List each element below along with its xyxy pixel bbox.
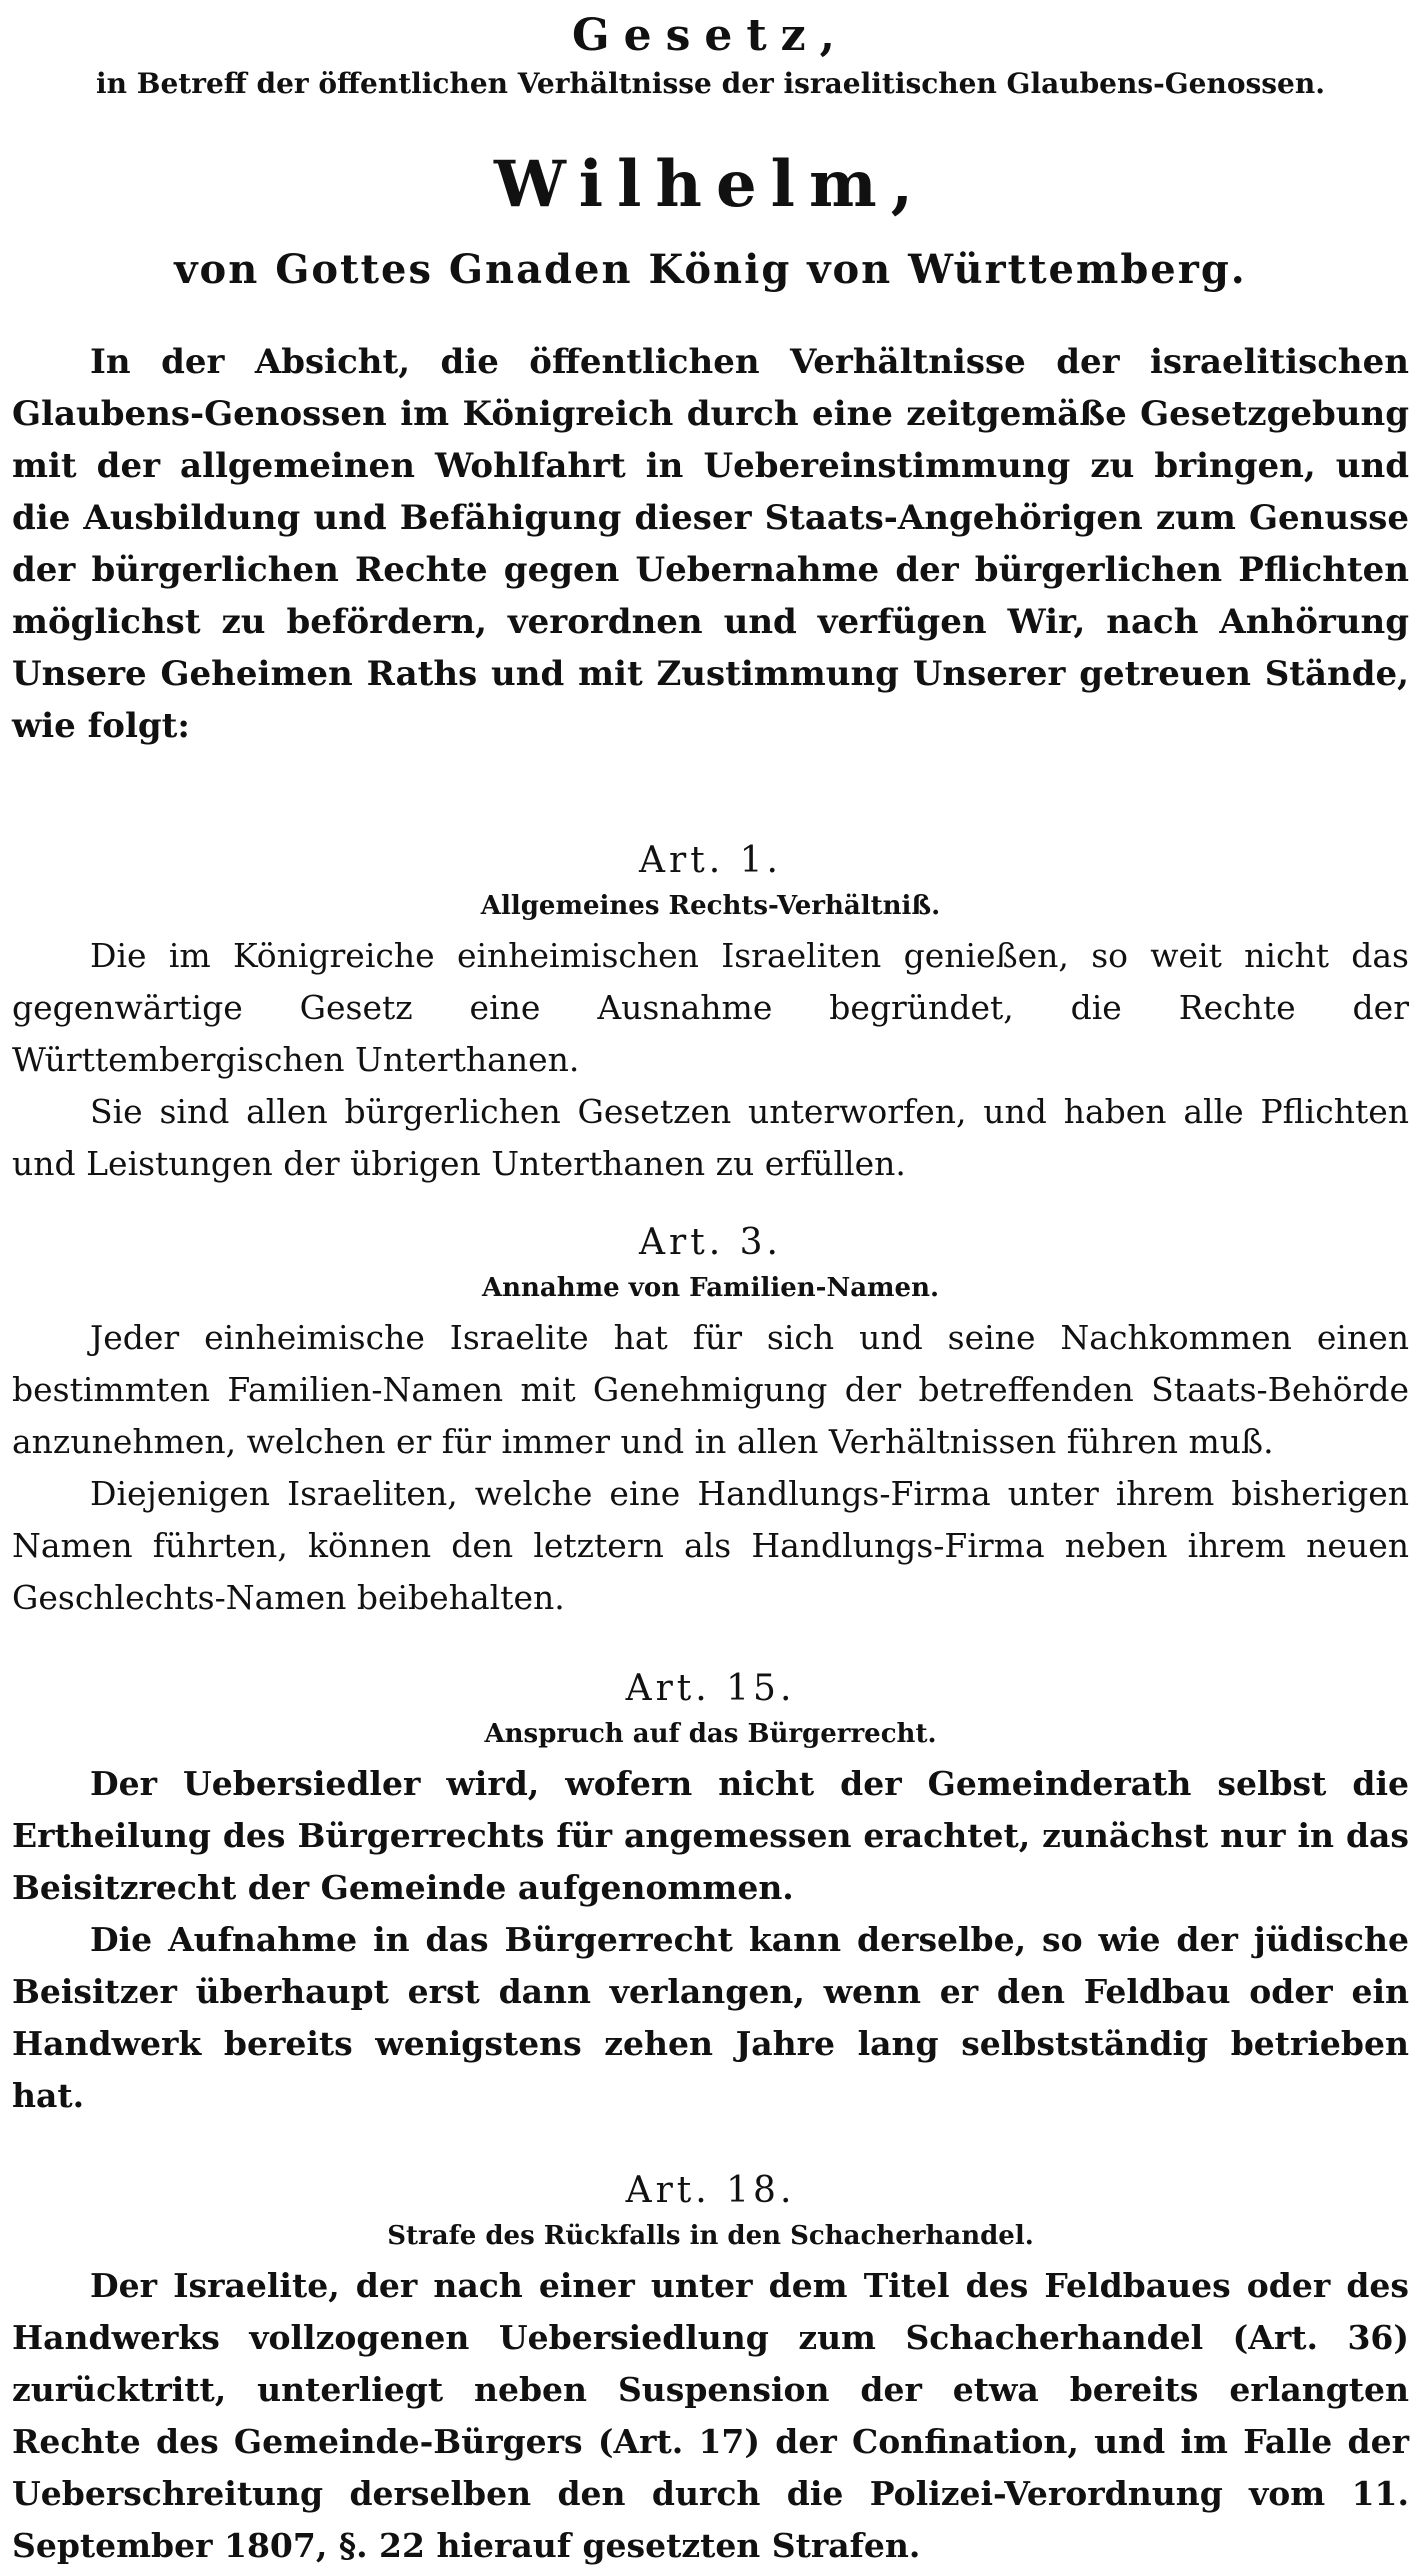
article-paragraph: Die Aufnahme in das Bürgerrecht kann derselbe, so wie der jüdische Beisitzer überhaupt erst dann verlangen, wenn er den Feldbau oder ein Handwerk bereits wenigstens zehen Jahre lang selbstständig betrieben hat. xyxy=(12,1920,1409,2115)
article-heading: Strafe des Rückfalls in den Schacherhandel. xyxy=(387,2221,1034,2251)
article-number: Art. 1. xyxy=(639,840,782,881)
article-heading: Allgemeines Rechts-Verhältniß. xyxy=(480,891,941,921)
sovereign-name: Wilhelm, xyxy=(494,147,927,222)
document-subtitle: in Betreff der öffentlichen Verhältnisse der israelitischen Glaubens-Genossen. xyxy=(96,67,1325,100)
article-15 xyxy=(12,1664,1409,2122)
sovereign-title: von Gottes Gnaden König von Württemberg. xyxy=(174,246,1247,293)
article-paragraph: Die im Königreiche einheimischen Israeliten genießen, so weit nicht das gegenwärtige Gesetz eine Ausnahme begründet, die Rechte der Württembergischen Unterthanen. xyxy=(12,936,1409,1079)
article-paragraph: Der Israelite, der nach einer unter dem Titel des Feldbaues oder des Handwerks vollzogenen Uebersiedlung zum Schacherhandel (Art. 36) zurücktritt, unterliegt neben Suspension der etwa bereits erlangten Rechte des Gemeinde-Bürgers (Art. 17) der Confination, und im Falle der Ueberschreitung derselben den durch die Polizei-Verordnung vom 11. September 1807, §. 22 hierauf gesetzten Strafen. xyxy=(12,2266,1409,2565)
article-number: Art. 18. xyxy=(625,2170,796,2211)
preamble-text: In der Absicht, die öffentlichen Verhältnisse der israelitischen Glaubens-Genossen im Königreich durch eine zeitgemäße Gesetzgebung mit der allgemeinen Wohlfahrt in Uebereinstimmung zu bringen, und die Ausbildung und Befähigung dieser Staats-Angehörigen zum Genusse der bürgerlichen Rechte gegen Uebernahme der bürgerlichen Pflichten möglichst zu befördern, verordnen und verfügen Wir, nach Anhörung Unsere Geheimen Raths und mit Zustimmung Unserer getreuen Stände, wie folgt: xyxy=(12,342,1409,746)
document-title: Gesetz, xyxy=(572,10,849,61)
article-paragraph: Diejenigen Israeliten, welche eine Handlungs-Firma unter ihrem bisherigen Namen führten, können den letztern als Handlungs-Firma neben ihrem neuen Geschlechts-Namen beibehalten. xyxy=(12,1474,1409,1617)
article-paragraph: Sie sind allen bürgerlichen Gesetzen unterworfen, und haben alle Pflichten und Leistungen der übrigen Unterthanen zu erfüllen. xyxy=(12,1092,1409,1183)
article-paragraph: Der Uebersiedler wird, wofern nicht der Gemeinderath selbst die Ertheilung des Bürgerrechts für angemessen erachtet, zunächst nur in das Beisitzrecht der Gemeinde aufgenommen. xyxy=(12,1764,1409,1907)
article-18 xyxy=(12,2166,1409,2572)
article-number: Art. 15. xyxy=(625,1668,796,1709)
article-paragraph: Jeder einheimische Israelite hat für sich und seine Nachkommen einen bestimmten Familien-Namen mit Genehmigung der betreffenden Staats-Behörde anzunehmen, welchen er für immer und in allen Verhältnissen führen muß. xyxy=(12,1318,1409,1461)
article-3 xyxy=(12,1218,1409,1624)
article-number: Art. 3. xyxy=(639,1222,782,1263)
article-heading: Anspruch auf das Bürgerrecht. xyxy=(484,1719,937,1749)
article-1 xyxy=(12,836,1409,1190)
article-heading: Annahme von Familien-Namen. xyxy=(481,1273,940,1303)
